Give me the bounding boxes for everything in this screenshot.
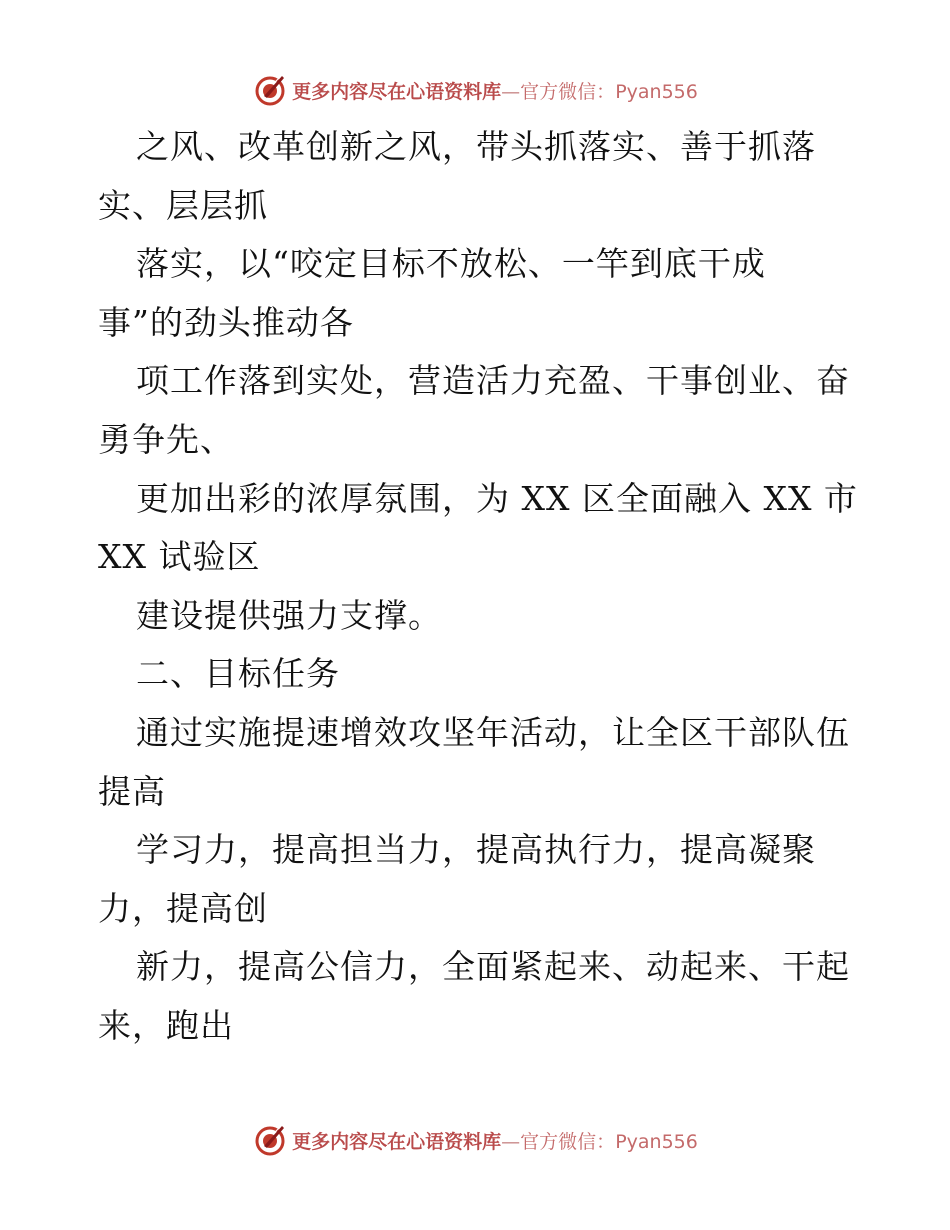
watermark-wechat-id: Pyan556 <box>615 1130 698 1153</box>
watermark-wechat-label: 官方微信： <box>520 1130 616 1153</box>
watermark-text <box>292 1127 698 1154</box>
text-line: 来，跑出 <box>98 1005 234 1045</box>
text-line: 通过实施提速增效攻坚年活动，让全区干部队伍 <box>136 712 850 752</box>
watermark-brand: 更多内容尽在心语资料库 <box>292 1130 502 1153</box>
text-line: 项工作落到实处，营造活力充盈、干事创业、奋 <box>136 361 850 401</box>
footer-watermark <box>0 1120 950 1160</box>
text-line: 落实，以“咬定目标不放松、一竿到底干成 <box>136 244 766 284</box>
watermark-text <box>292 77 698 104</box>
document-body <box>98 118 858 1056</box>
text-line: 之风、改革创新之风，带头抓落实、善于抓落 <box>136 127 816 166</box>
text-line: 事”的劲头推动各 <box>98 302 354 342</box>
text-line: 实、层层抓 <box>98 185 268 225</box>
text-line: 建设提供强力支撑。 <box>136 595 442 635</box>
watermark-dash: — <box>501 1130 521 1153</box>
text-line: 更加出彩的浓厚氛围，为 XX 区全面融入 XX 市 <box>136 478 858 518</box>
text-line: 新力，提高公信力，全面紧起来、动起来、干起 <box>136 947 850 987</box>
quill-seal-icon <box>252 1122 288 1158</box>
watermark-wechat-id: Pyan556 <box>615 80 698 103</box>
text-line: 提高 <box>98 771 166 811</box>
text-line: 勇争先、 <box>98 419 234 459</box>
watermark-dash: — <box>501 80 521 103</box>
watermark-wechat-label: 官方微信： <box>520 80 616 103</box>
text-line: 学习力，提高担当力，提高执行力，提高凝聚 <box>136 830 816 870</box>
quill-seal-icon <box>252 72 288 108</box>
text-line: XX 试验区 <box>98 537 261 577</box>
text-line: 力，提高创 <box>98 888 268 928</box>
header-watermark <box>0 70 950 110</box>
watermark-brand: 更多内容尽在心语资料库 <box>292 80 502 103</box>
section-heading: 二、目标任务 <box>136 654 340 694</box>
